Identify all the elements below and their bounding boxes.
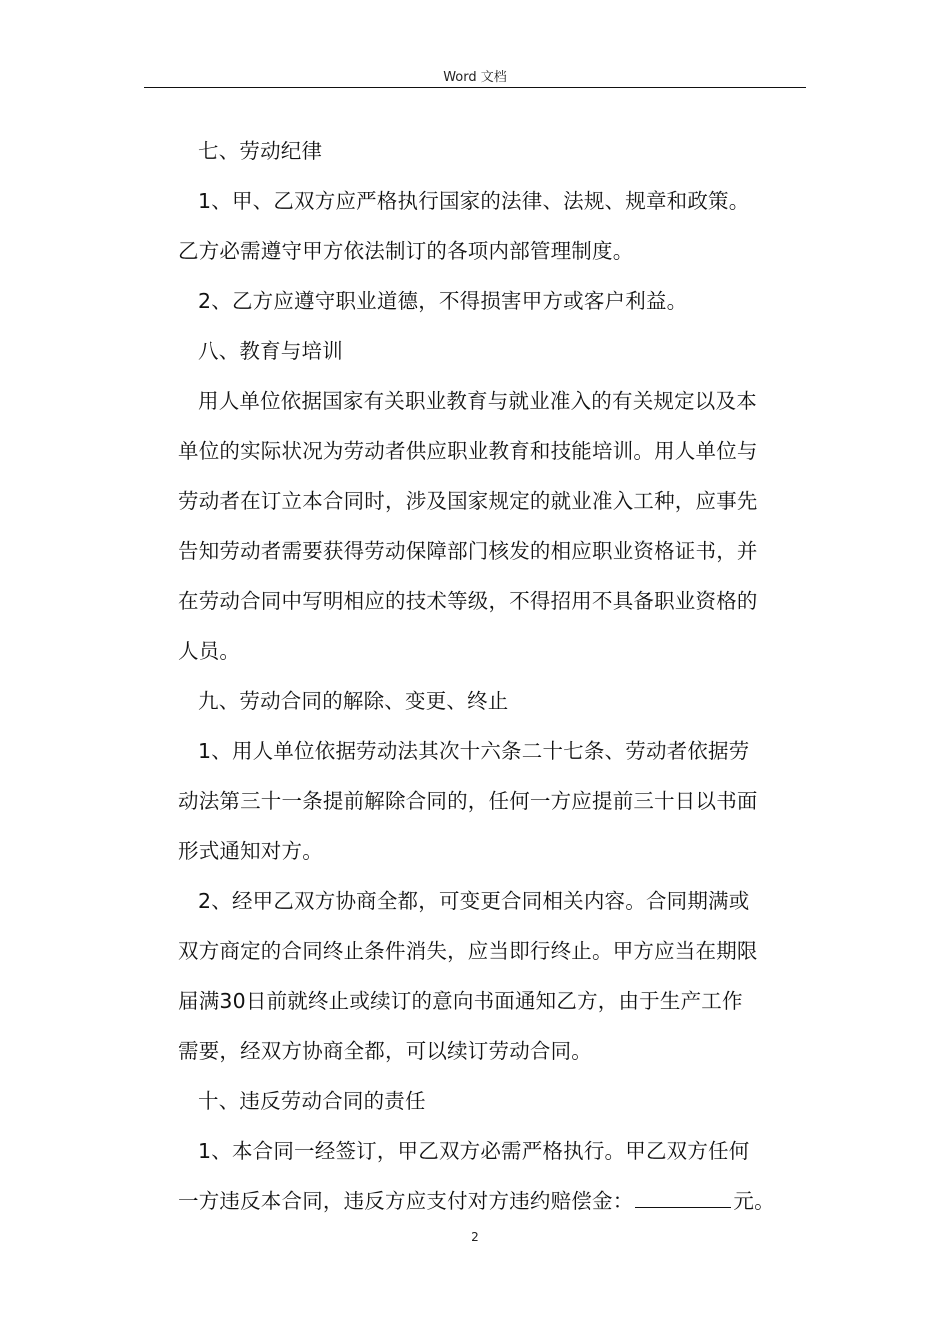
paragraph-line: 形式通知对方。 (178, 839, 323, 863)
fill-in-blank[interactable] (635, 1185, 731, 1208)
paragraph-line: 劳动者在订立本合同时，涉及国家规定的就业准入工种，应事先 (178, 489, 758, 513)
paragraph-line: 届满30日前就终止或续订的意向书面通知乙方，由于生产工作 (178, 989, 743, 1013)
paragraph-line-with-blank (178, 1178, 808, 1228)
paragraph-line: 用人单位依据国家有关职业教育与就业准入的有关规定以及本 (198, 389, 757, 413)
paragraph-line: 1、用人单位依据劳动法其次十六条二十七条、劳动者依据劳 (198, 739, 750, 763)
paragraph-line: 需要，经双方协商全都，可以续订劳动合同。 (178, 1039, 592, 1063)
line-prefix: 一方违反本合同，违反方应支付对方违约赔偿金： (178, 1189, 634, 1213)
document-body (178, 128, 808, 1228)
line-suffix: 元。 (733, 1189, 775, 1213)
section-heading-termination: 九、劳动合同的解除、变更、终止 (198, 689, 509, 713)
paragraph-line: 告知劳动者需要获得劳动保障部门核发的相应职业资格证书，并 (178, 539, 758, 563)
page-number: 2 (471, 1230, 479, 1244)
paragraph-line: 动法第三十一条提前解除合同的，任何一方应提前三十日以书面 (178, 789, 758, 813)
section-heading-training: 八、教育与培训 (198, 339, 343, 363)
header-rule (144, 87, 806, 88)
paragraph-line: 2、经甲乙双方协商全都，可变更合同相关内容。合同期满或 (198, 889, 750, 913)
section-heading-liability: 十、违反劳动合同的责任 (198, 1089, 426, 1113)
paragraph-line: 2、乙方应遵守职业道德，不得损害甲方或客户利益。 (198, 289, 688, 313)
paragraph-line: 人员。 (178, 639, 241, 663)
header-title: Word 文档 (443, 70, 507, 85)
paragraph-line: 乙方必需遵守甲方依法制订的各项内部管理制度。 (178, 239, 634, 263)
section-heading-discipline: 七、劳动纪律 (198, 139, 323, 163)
paragraph-line: 1、本合同一经签订，甲乙双方必需严格执行。甲乙双方任何 (198, 1139, 750, 1163)
paragraph-line: 双方商定的合同终止条件消失，应当即行终止。甲方应当在期限 (178, 939, 758, 963)
paragraph-line: 单位的实际状况为劳动者供应职业教育和技能培训。用人单位与 (178, 439, 758, 463)
paragraph-line: 1、甲、乙双方应严格执行国家的法律、法规、规章和政策。 (198, 189, 750, 213)
paragraph-line: 在劳动合同中写明相应的技术等级，不得招用不具备职业资格的 (178, 589, 758, 613)
